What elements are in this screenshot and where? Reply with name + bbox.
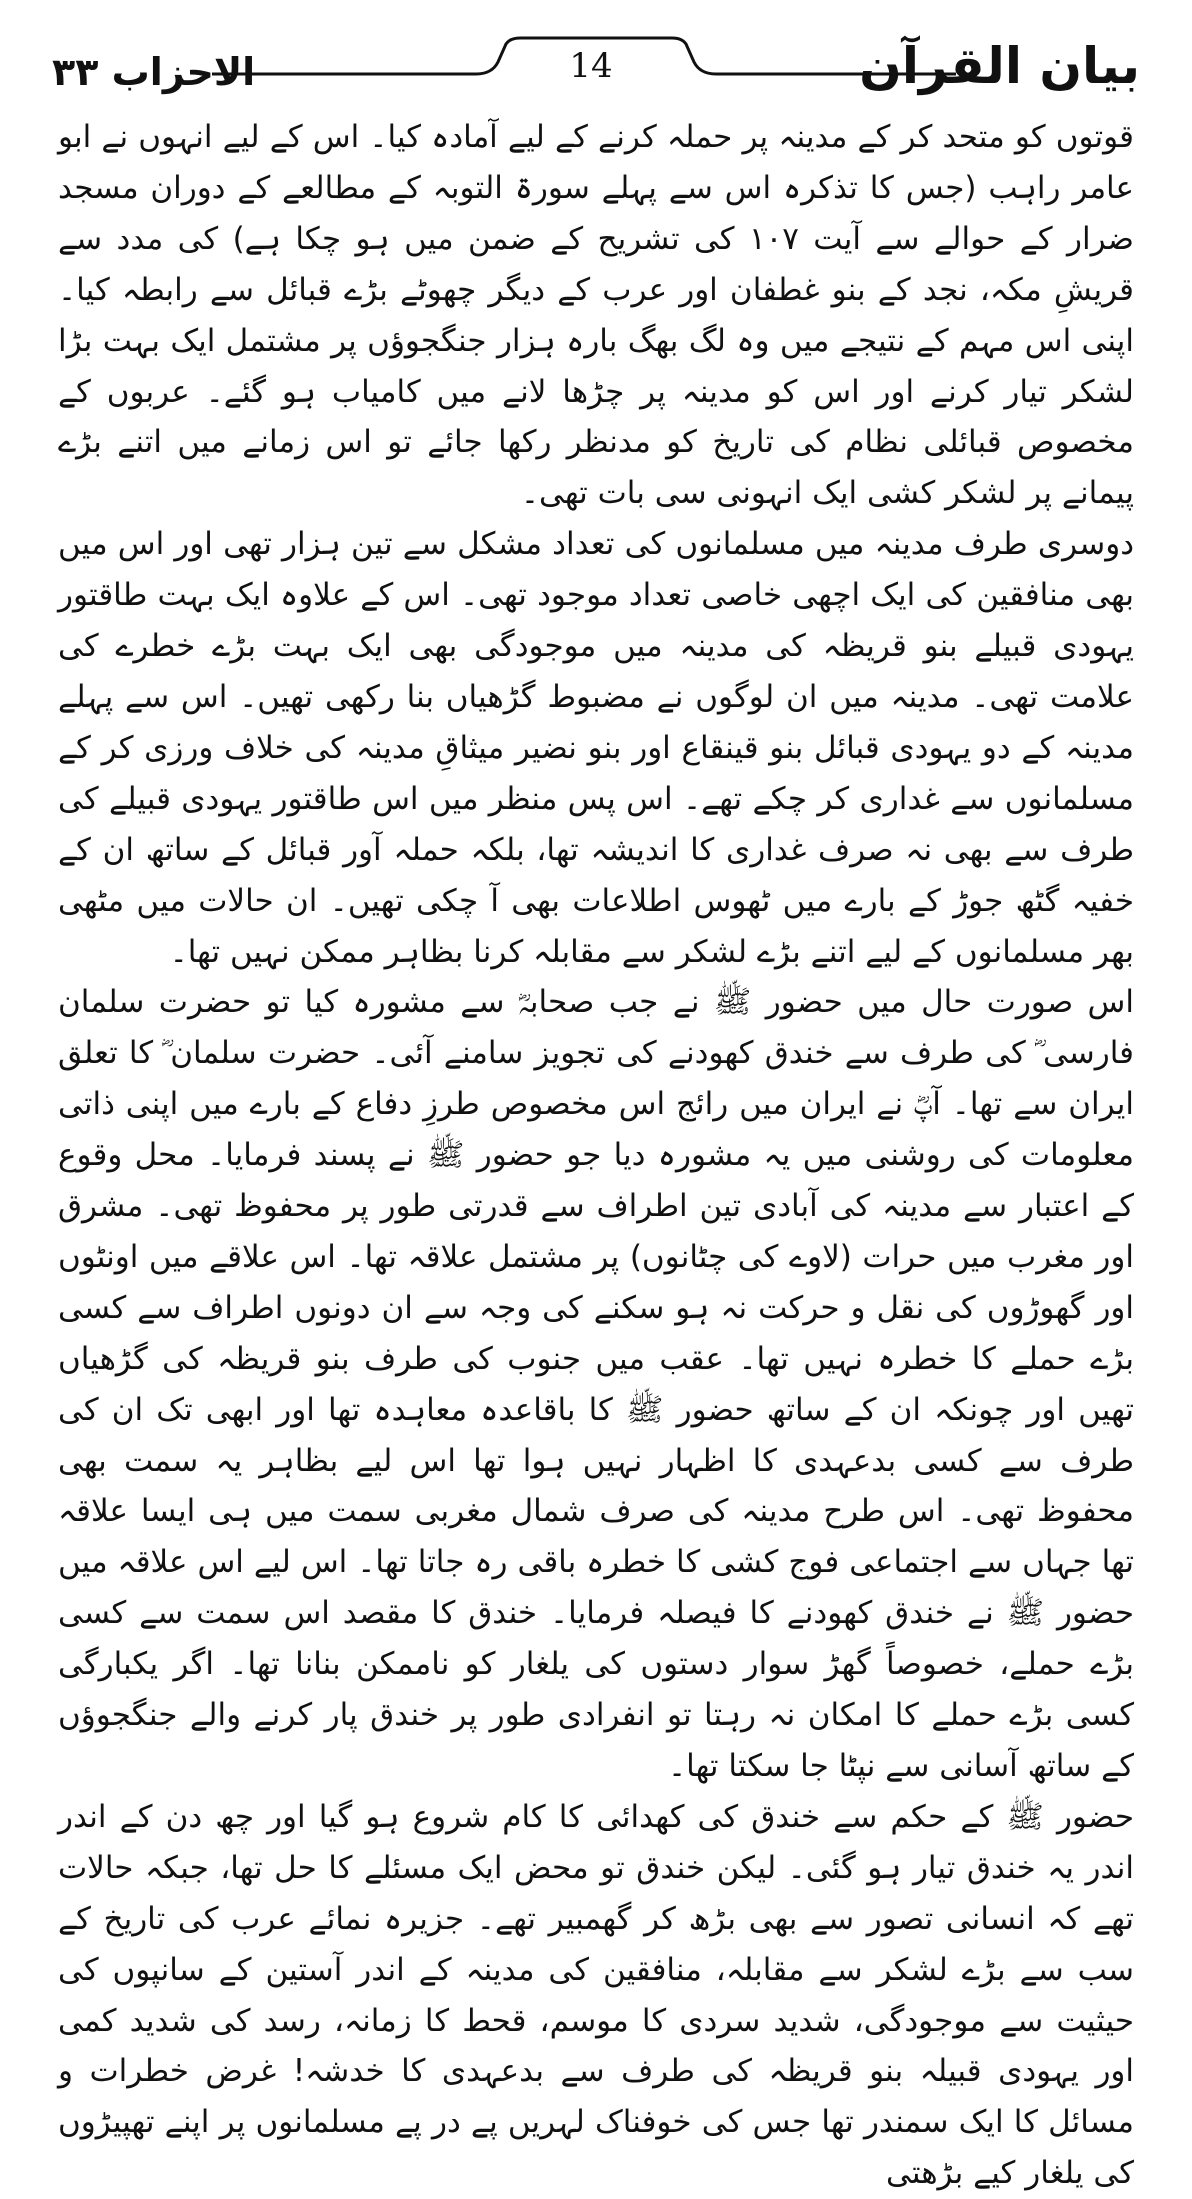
page-number: 14	[569, 46, 613, 86]
paragraph: قوتوں کو متحد کر کے مدینہ پر حملہ کرنے کے لیے آمادہ کیا۔ اس کے لیے انہوں نے ابو عامر راہب (جس کا تذکرہ اس سے پہلے سورۃ التوبہ کے مطالعے کے دوران مسجد ضرار کے حوالے سے آیت ۱۰۷ کی تشریح کے ضمن میں ہو چکا ہے) کی مدد سے قریشِ مکہ، نجد کے بنو غطفان اور عرب کے دیگر چھوٹے بڑے قبائل سے رابطہ کیا۔ اپنی اس مہم کے نتیجے میں وہ لگ بھگ بارہ ہزار جنگجوؤں پر مشتمل ایک بہت بڑا لشکر تیار کرنے اور اس کو مدینہ پر چڑھا لانے میں کامیاب ہو گئے۔ عربوں کے مخصوص قبائلی نظام کی تاریخ کو مدنظر رکھا جائے تو اس زمانے میں اتنے بڑے پیمانے پر لشکر کشی ایک انہونی سی بات تھی۔	[58, 119, 1134, 512]
surah-name: الاحزاب ۳۳	[52, 50, 256, 94]
page-body	[58, 112, 1134, 2199]
book-title: بیان القرآن	[859, 37, 1140, 95]
paragraph: حضور ﷺ کے حکم سے خندق کی کھدائی کا کام شروع ہو گیا اور چھ دن کے اندر اندر یہ خندق تیار ہو گئی۔ لیکن خندق تو محض ایک مسئلے کا حل تھا، جبکہ حالات تھے کہ انسانی تصور سے بھی بڑھ کر گھمبیر تھے۔ جزیرہ نمائے عرب کی تاریخ کے سب سے بڑے لشکر سے مقابلہ، منافقین کی مدینہ کے اندر آستین کے سانپوں کی حیثیت سے موجودگی، شدید سردی کا موسم، قحط کا زمانہ، رسد کی شدید کمی اور یہودی قبیلہ بنو قریظہ کی طرف سے بدعہدی کا خدشہ! غرض خطرات و مسائل کا ایک سمندر تھا جس کی خوفناک لہریں پے در پے مسلمانوں پر اپنے تھپیڑوں کی یلغار کیے بڑھتی	[58, 1798, 1134, 2192]
paragraph: اس صورت حال میں حضور ﷺ نے جب صحابہؓ سے مشورہ کیا تو حضرت سلمان فارسی ؓ کی طرف سے خندق کھودنے کی تجویز سامنے آئی۔ حضرت سلمان ؓ کا تعلق ایران سے تھا۔ آپؓ نے ایران میں رائج اس مخصوص طرزِ دفاع کے بارے میں اپنی ذاتی معلومات کی روشنی میں یہ مشورہ دیا جو حضور ﷺ نے پسند فرمایا۔ محل وقوع کے اعتبار سے مدینہ کی آبادی تین اطراف سے قدرتی طور پر محفوظ تھی۔ مشرق اور مغرب میں حرات (لاوے کی چٹانوں) پر مشتمل علاقہ تھا۔ اس علاقے میں اونٹوں اور گھوڑوں کی نقل و حرکت نہ ہو سکنے کی وجہ سے ان دونوں اطراف سے کسی بڑے حملے کا خطرہ نہیں تھا۔ عقب میں جنوب کی طرف بنو قریظہ کی گڑھیاں تھیں اور چونکہ ان کے ساتھ حضور ﷺ کا باقاعدہ معاہدہ تھا اور ابھی تک ان کی طرف سے کسی بدعہدی کا اظہار نہیں ہوا تھا اس لیے بظاہر یہ سمت بھی محفوظ تھی۔ اس طرح مدینہ کی صرف شمال مغربی سمت میں ہی ایسا علاقہ تھا جہاں سے اجتماعی فوج کشی کا خطرہ باقی رہ جاتا تھا۔ اس لیے اس علاقہ میں حضور ﷺ نے خندق کھودنے کا فیصلہ فرمایا۔ خندق کا مقصد اس سمت سے کسی بڑے حملے، خصوصاً گھڑ سوار دستوں کی یلغار کو ناممکن بنانا تھا۔ اگر یکبارگی کسی بڑے حملے کا امکان نہ رہتا تو انفرادی طور پر خندق پار کرنے والے جنگجوؤں کے ساتھ آسانی سے نپٹا جا سکتا تھا۔	[58, 984, 1134, 1784]
paragraph: دوسری طرف مدینہ میں مسلمانوں کی تعداد مشکل سے تین ہزار تھی اور اس میں بھی منافقین کی ایک اچھی خاصی تعداد موجود تھی۔ اس کے علاوہ ایک بہت طاقتور یہودی قبیلے بنو قریظہ کی مدینہ میں موجودگی بھی ایک بہت بڑے خطرے کی علامت تھی۔ مدینہ میں ان لوگوں نے مضبوط گڑھیاں بنا رکھی تھیں۔ اس سے پہلے مدینہ کے دو یہودی قبائل بنو قینقاع اور بنو نضیر میثاقِ مدینہ کی خلاف ورزی کر کے مسلمانوں سے غداری کر چکے تھے۔ اس پس منظر میں اس طاقتور یہودی قبیلے کی طرف سے بھی نہ صرف غداری کا اندیشہ تھا، بلکہ حملہ آور قبائل کے ساتھ ان کے خفیہ گٹھ جوڑ کے بارے میں ٹھوس اطلاعات بھی آ چکی تھیں۔ ان حالات میں مٹھی بھر مسلمانوں کے لیے اتنے بڑے لشکر سے مقابلہ کرنا بظاہر ممکن نہیں تھا۔	[58, 526, 1134, 970]
page-header	[52, 34, 1140, 104]
